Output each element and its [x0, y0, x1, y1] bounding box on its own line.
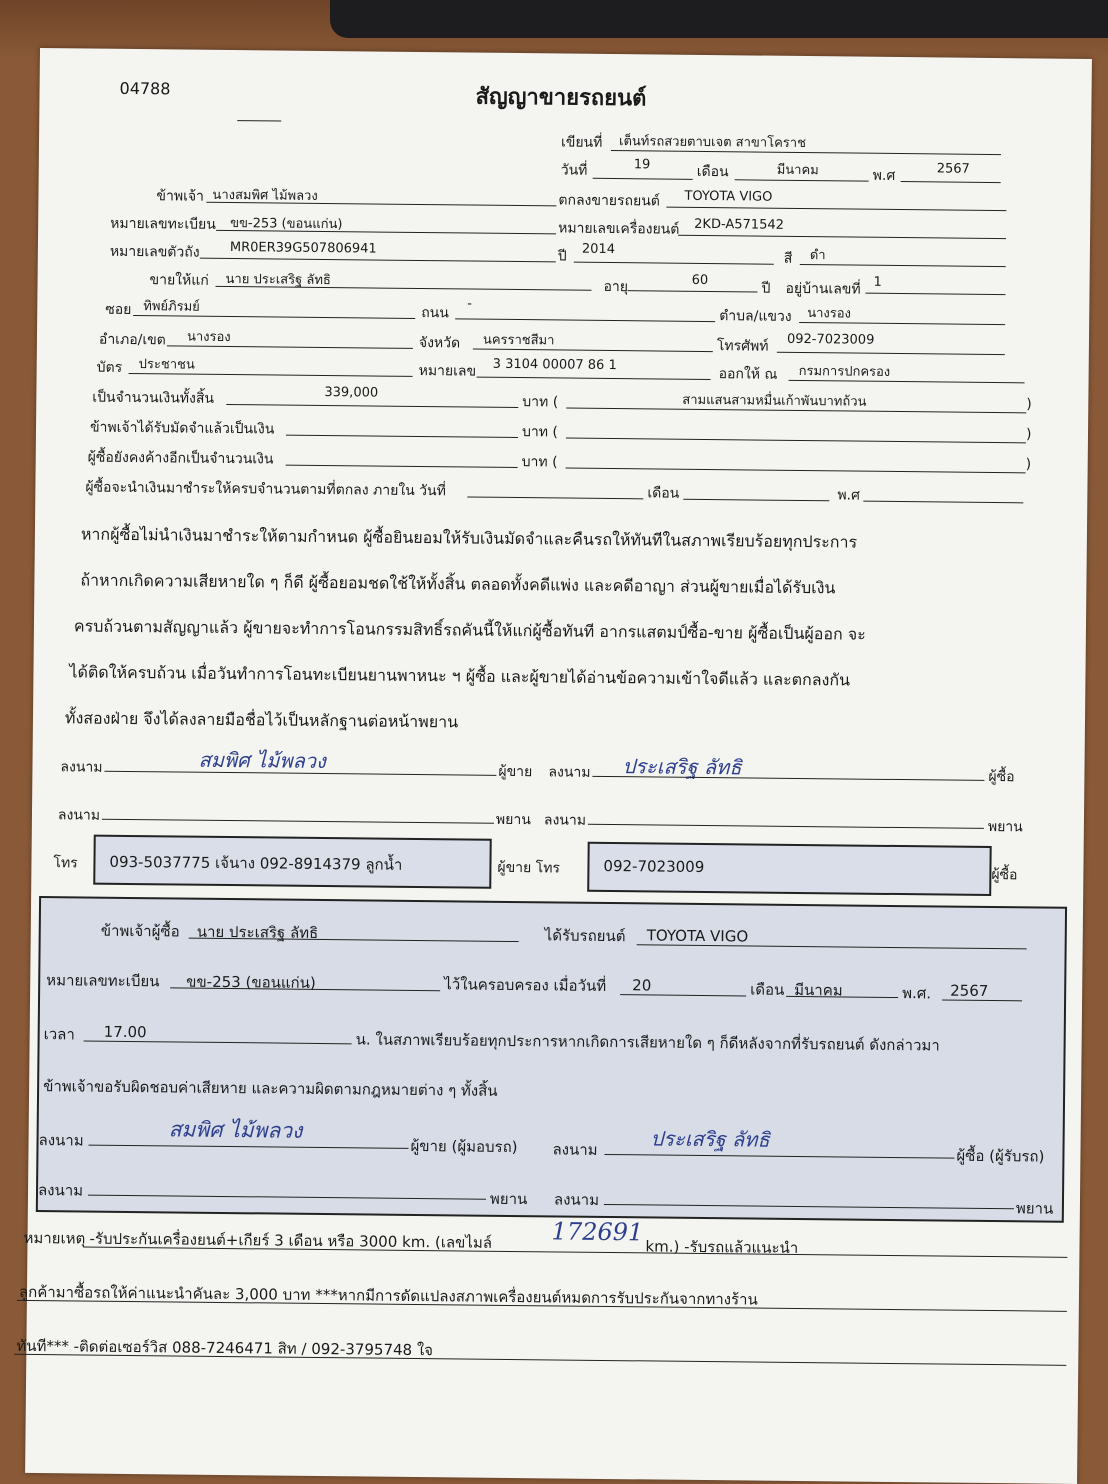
- seller-phone: 093-5037775 เจ้นาง 092-8914379 ลูกน้ำ: [109, 852, 403, 874]
- date-label: วันที่: [560, 162, 588, 179]
- seller-signature: สมพิศ ไม้พลวง: [198, 747, 326, 774]
- sign-label: ลงนาม: [60, 759, 103, 776]
- age-unit: ปี: [761, 280, 771, 297]
- total-words: สามแสนสามหมื่นเก้าพันบาทถ้วน: [682, 392, 867, 410]
- year-label: พ.ศ: [872, 167, 896, 184]
- deposit-label: ข้าพเจ้าได้รับมัดจำแล้วเป็นเงิน: [89, 419, 275, 438]
- receipt-time: 17.00: [103, 1022, 147, 1042]
- issued-value: กรมการปกครอง: [798, 363, 891, 380]
- amphoe-value: นางรอง: [186, 329, 231, 346]
- age-value: 60: [691, 272, 709, 289]
- terms-line: ทั้งสองฝ่าย จึงได้ลงลายมือชื่อไว้เป็นหลักฐานต่อหน้าพยาน: [64, 708, 459, 732]
- soi-value: ทิพย์ภิรมย์: [143, 299, 200, 315]
- tambon-value: นางรอง: [807, 306, 852, 322]
- receipt-day: 20: [632, 976, 652, 995]
- buyer-signature: ประเสริฐ ลัทธิ: [622, 754, 742, 780]
- terms-line: หากผู้ซื้อไม่นำเงินมาชำระให้ตามกำหนด ผู้ซื้อยินยอมให้รับเงินมัดจำและคืนรถให้ทันทีในสภาพเรียบร้อยทุกประการ: [80, 524, 858, 552]
- receipt-model: TOYOTA VIGO: [646, 926, 749, 946]
- month-label: เดือน: [696, 163, 729, 181]
- issued-label: ออกให้ ณ: [718, 366, 778, 383]
- card-value: ประชาชน: [138, 357, 195, 373]
- phone-value: 092-7023009: [786, 331, 875, 348]
- baht-label: บาท (: [522, 394, 559, 411]
- phone-label: โทร: [53, 855, 78, 872]
- remaining-label: ผู้ซื้อยังคงค้างอีกเป็นจำนวนเงิน: [87, 449, 274, 468]
- contract-sheet: 04788 สัญญาขายรถยนต์ เขียนที่ เต็นท์รถสวยตาบเจต สาขาโคราช วันที่ 19 เดือน มีนาคม พ.ศ 2567 ข้าพเจ้า นางสมพิศ ไม้พลวง ตกลงขายรถยนต์ TOYOTA VIGO หมายเลขทะเบียน ขข-253 (ขอนแก่น) หมายเลขเครื่องยนต์ 2KD-A571542 หมายเลขตัวถัง MR0ER39G507806941 ปี 2014 สี ดำ ขายให้แก่ นาย ประเสริฐ ลัทธิ อายุ 60 ปี อยู่บ้านเลขที่ 1 ซอย ทิพย์ภิรมย์ ถนน - ตำบล/แขวง นางรอง อำเภอ/เขต นางรอง จังหวัด นครราชสีมา โทรศัพท์ 092-7023009 บัตร ประชาชน หมายเลข 3 3104 00007 86 1 ออกให้ ณ กรมการปกครอง เป็นจำนวนเงินทั้งสิ้น 339,000 บาท ( สามแสนสามหมื่นเก้าพันบาทถ้วน ) ข้าพเจ้าได้รับมัดจำแล้วเป็นเงิน บาท ( ) ผู้ซื้อยังคงค้างอีกเป็นจำนวนเงิน บาท ( ) ผู้ซื้อจะนำเงินมาชำระให้ครบจำนวนตามที่ตกลง ภายใน วันที่ เดือน พ.ศ หากผู้ซื้อไม่นำเงินมาชำระให้ตามกำหนด ผู้ซื้อยินยอมให้รับเงินมัดจำและคืนรถให้ทันทีในสภาพเรียบร้อยทุกประการ ถ้าหากเกิดความเสียหายใด ๆ ก็ดี ผู้ซื้อยอมชดใช้ให้ทั้งสิ้น ตลอดทั้งคดีแพ่ง และคดีอาญา ส่วนผู้ขายเมื่อได้รับเงิน ครบถ้วนตามสัญญาแล้ว ผู้ขายจะทำการโอนกรรมสิทธิ์รถคันนี้ให้แก่ผู้ซื้อทันที อากรแสตมป์ซื้อ-ขาย ผู้ซื้อเป็นผู้ออก จะ ได้ติดให้ครบถ้วน เมื่อวันทำการโอนทะเบียนยานพาหนะ ฯ ผู้ซื้อ และผู้ขายได้อ่านข้อความเข้าใจดีแล้ว และตกลงกัน ทั้งสองฝ่าย จึงได้ลงลายมือชื่อไว้เป็นหลักฐานต่อหน้าพยาน ลงนาม สมพิศ ไม้พลวง ผู้ขาย ลงนาม ประเสริฐ ลัทธิ ผู้ซื้อ ลงนาม พยาน ลงนาม พยาน โทร 093-5037775 เจ้นาง 092-8914379 ลูกน้ำ ผู้ขาย โทร 092-7023009 ผู้ซื้อ ข้าพเจ้าผู้ซื้อ นาย ประเสริฐ ลัทธิ ได้รับรถยนต์ TOYOTA VIGO หมายเลขทะเบียน ขข-253 (ขอนแก่น) ไว้ในครอบครอง เมื่อวันที่ 20 เดือน มีนาคม พ.ศ. 2567 เวลา 17.00 น. ในสภาพเรียบร้อยทุกประการหากเกิดการเสียหายใด ๆ ก็ดีหลังจากที่รับรถยนต์ ดังกล่าวมา ข้าพเจ้าขอรับผิดชอบค่าเสียหาย และความผิดตามกฎหมายต่าง ๆ ทั้งสิ้น ลงนาม สมพิศ ไม้พลวง ผู้ขาย (ผู้มอบรถ) ลงนาม ประเสริฐ ลัทธิ ผู้ซื้อ (ผู้รับรถ) ลงนาม พยาน ลงนาม พยาน หมายเหตุ -รับประกันเครื่องยนต์+เกียร์ 3 เดือน หรือ 3000 km. (เลขไมล์ 172691 km.) -รับรถแล้วแนะนำ ลูกค้ามาซื้อรถให้ค่าแนะนำคันละ 3,000 บาท ***หากมีการดัดแปลงสภาพเครื่องยนต์หมดการรับประกันจากทางร้าน ทันที*** -ติดต่อเซอร์วิส 088-7246471 สิท / 092-3795748 ใจ: [25, 48, 1092, 1484]
- model-year-label: ปี: [557, 248, 567, 265]
- road-label: ถนน: [421, 305, 449, 322]
- chassis-label: หมายเลขตัวถัง: [109, 243, 200, 261]
- total-label: เป็นจำนวนเงินทั้งสิ้น: [92, 389, 215, 407]
- id-value: 3 3104 00007 86 1: [492, 356, 617, 374]
- province-label: จังหวัด: [418, 334, 461, 352]
- seller-name: นางสมพิศ ไม้พลวง: [212, 187, 318, 204]
- tambon-label: ตำบล/แขวง: [719, 308, 792, 325]
- reg-label: หมายเลขทะเบียน: [110, 215, 216, 233]
- notes-line: km.) -รับรถแล้วแนะนำ: [645, 1237, 799, 1258]
- color-label: สี: [783, 250, 793, 267]
- notes-label: หมายเหตุ: [23, 1228, 86, 1248]
- house-label: อยู่บ้านเลขที่: [785, 280, 861, 298]
- date-month: มีนาคม: [776, 162, 819, 179]
- buyer-phone: 092-7023009: [603, 856, 705, 877]
- vehicle-model: TOYOTA VIGO: [684, 188, 773, 205]
- mileage-handwritten: 172691: [551, 1217, 644, 1247]
- soi-label: ซอย: [105, 301, 132, 318]
- receipt-month: มีนาคม: [794, 980, 843, 1000]
- total-value: 339,000: [324, 384, 379, 401]
- age-label: อายุ: [603, 278, 629, 296]
- receipt-buyer-signature: ประเสริฐ ลัทธิ: [650, 1126, 770, 1152]
- terms-line: ถ้าหากเกิดความเสียหายใด ๆ ก็ดี ผู้ซื้อยอมชดใช้ให้ทั้งสิ้น ตลอดทั้งคดีแพ่ง และคดีอาญา ส่วนผู้ขายเมื่อได้รับเงิน: [80, 570, 836, 598]
- buyer-name: นาย ประเสริฐ ลัทธิ: [225, 271, 331, 289]
- receipt-reg: ขข-253 (ขอนแก่น): [186, 972, 316, 992]
- sell-to-label: ขายให้แก่: [149, 272, 209, 289]
- notes-line: ลูกค้ามาซื้อรถให้ค่าแนะนำคันละ 3,000 บาท ***หากมีการดัดแปลงสภาพเครื่องยนต์หมดการรับประกันจากทางร้าน: [18, 1282, 758, 1309]
- road-value: -: [467, 296, 473, 312]
- written-at-value: เต็นท์รถสวยตาบเจต สาขาโคราช: [618, 134, 807, 152]
- province-value: นครราชสีมา: [482, 332, 555, 349]
- buyer-phone-box: [587, 842, 992, 896]
- written-at-label: เขียนที่: [560, 134, 603, 151]
- terms-line: ได้ติดให้ครบถ้วน เมื่อวันทำการโอนทะเบียนยานพาหนะ ฯ ผู้ซื้อ และผู้ขายได้อ่านข้อความเข้าใจดีแล้ว และตกลงกัน: [69, 662, 851, 690]
- date-day: 19: [633, 157, 651, 173]
- chassis-value: MR0ER39G507806941: [229, 240, 377, 257]
- engine-label: หมายเลขเครื่องยนต์: [558, 220, 680, 238]
- notes-line: ทันที*** -ติดต่อเซอร์วิส 088-7246471 สิท / 092-3795748 ใจ: [16, 1336, 434, 1360]
- id-label: หมายเลข: [418, 362, 477, 380]
- reg-value: ขข-253 (ขอนแก่น): [230, 216, 343, 233]
- notes-line: -รับประกันเครื่องยนต์+เกียร์ 3 เดือน หรือ 3000 km. (เลขไมล์: [89, 1229, 493, 1252]
- page-title: สัญญาขายรถยนต์: [475, 84, 647, 112]
- amphoe-label: อำเภอ/เขต: [98, 331, 166, 349]
- receipt-buyer-label: ข้าพเจ้าผู้ซื้อ: [100, 921, 180, 941]
- seller-label: ข้าพเจ้า: [156, 188, 205, 205]
- receipt-panel: ข้าพเจ้าผู้ซื้อ นาย ประเสริฐ ลัทธิ ได้รับรถยนต์ TOYOTA VIGO หมายเลขทะเบียน ขข-253 (ขอนแก่น) ไว้ในครอบครอง เมื่อวันที่ 20 เดือน มีนาคม พ.ศ. 2567 เวลา 17.00 น. ในสภาพเรียบร้อยทุกประการหากเกิดการเสียหายใด ๆ ก็ดีหลังจากที่รับรถยนต์ ดังกล่าวมา ข้าพเจ้าขอรับผิดชอบค่าเสียหาย และความผิดตามกฎหมายต่าง ๆ ทั้งสิ้น ลงนาม สมพิศ ไม้พลวง ผู้ขาย (ผู้มอบรถ) ลงนาม ประเสริฐ ลัทธิ ผู้ซื้อ (ผู้รับรถ) ลงนาม พยาน ลงนาม พยาน: [36, 896, 1067, 1223]
- house-value: 1: [873, 274, 882, 290]
- card-label: บัตร: [96, 359, 123, 376]
- terms-line: ครบถ้วนตามสัญญาแล้ว ผู้ขายจะทำการโอนกรรมสิทธิ์รถคันนี้ให้แก่ผู้ซื้อทันที อากรแสตมป์ซื้อ-ขาย ผู้ซื้อเป็นผู้ออก จะ: [73, 616, 866, 644]
- engine-value: 2KD-A571542: [694, 216, 784, 233]
- document-number: 04788: [119, 78, 171, 99]
- seller-phone-box: [93, 835, 492, 889]
- receipt-year: 2567: [950, 981, 989, 1000]
- color-value: ดำ: [809, 248, 826, 264]
- model-year-value: 2014: [581, 241, 616, 258]
- receipt-buyer-name: นาย ประเสริฐ ลัทธิ: [196, 922, 319, 942]
- date-year: 2567: [936, 161, 970, 177]
- agree-sell-label: ตกลงขายรถยนต์: [558, 192, 660, 210]
- phone-label: โทรศัพท์: [716, 338, 769, 355]
- laptop-edge: [330, 0, 1108, 38]
- divider: [237, 120, 281, 121]
- due-label: ผู้ซื้อจะนำเงินมาชำระให้ครบจำนวนตามที่ตกลง ภายใน วันที่: [85, 479, 446, 500]
- receipt-seller-signature: สมพิศ ไม้พลวง: [168, 1117, 303, 1143]
